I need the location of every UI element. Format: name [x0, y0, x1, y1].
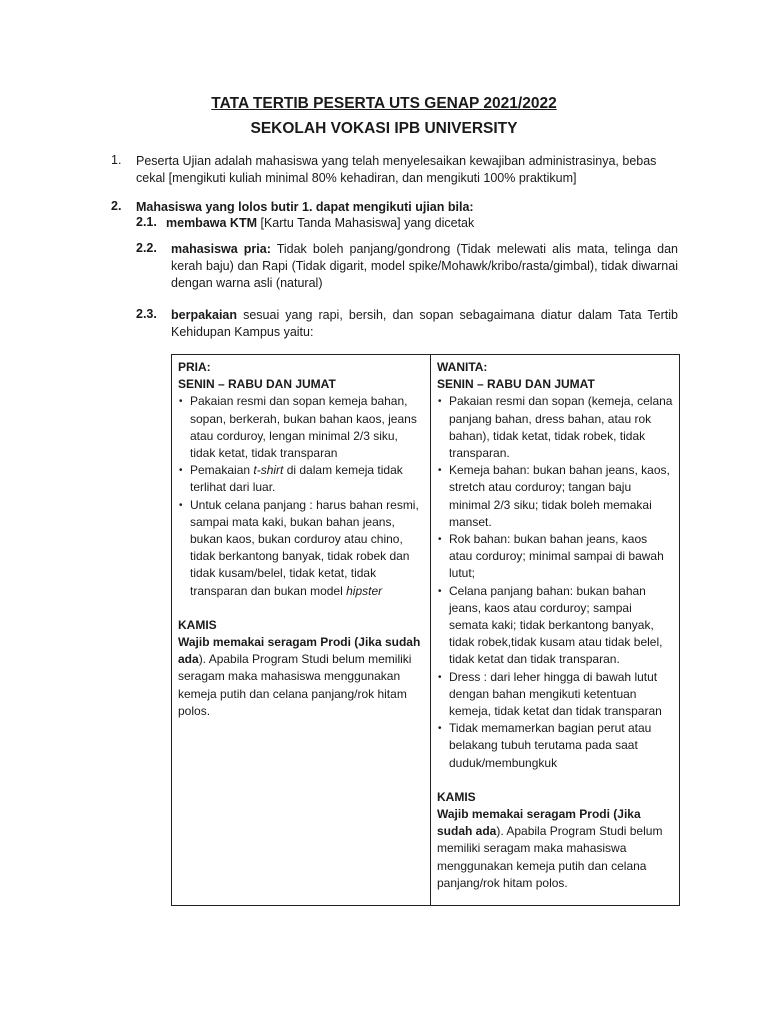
pria-subheader: SENIN – RABU DAN JUMAT [178, 377, 336, 392]
sub-2-2-text [171, 241, 678, 292]
sub-2-3-text [171, 307, 678, 341]
pria-column [172, 355, 431, 906]
dress-code-table [171, 354, 680, 906]
wanita-kamis-text [437, 806, 673, 892]
item-1-text: Peserta Ujian adalah mahasiswa yang telah menyelesaikan kewajiban administrasinya, bebas cekal [mengikuti kuliah minimal 80% kehadiran, dan mengikuti 100% praktikum] [136, 154, 657, 185]
sub-2-2-bold: mahasiswa pria: [171, 242, 271, 256]
pria-kamis-title: KAMIS [178, 617, 217, 632]
pria-header: PRIA: [178, 360, 211, 374]
wanita-kamis-rest: ). Apabila Program Studi belum memiliki seragam maka mahasiswa menggunakan kemeja putih dan celana panjang/rok hitam polos. [437, 824, 663, 890]
item-2-text: Mahasiswa yang lolos butir 1. dapat mengikuti ujian bila: [136, 200, 474, 214]
pria-kamis-rest: ). Apabila Program Studi belum memiliki seragam maka mahasiswa menggunakan kemeja putih dan celana panjang/rok hitam polos. [178, 652, 412, 718]
sub-2-1-bold: membawa KTM [166, 216, 257, 230]
pria-rule-3-em: hipster [346, 583, 383, 598]
pria-rules-list [178, 393, 424, 599]
pria-rule-2-post: di dalam kemeja tidak terlihat dari luar. [190, 463, 403, 495]
sub-2-1-text [166, 215, 682, 232]
wanita-subheader: SENIN – RABU DAN JUMAT [437, 377, 595, 392]
wanita-rule-5: • Dress : dari leher hingga di bawah lutut dengan bahan mengikuti ketentuan kemeja, tidak ketat dan tidak transparan [437, 669, 673, 721]
wanita-rule-3: • Rok bahan: bukan bahan jeans, kaos atau corduroy; minimal sampai di bawah lutut; [437, 531, 673, 583]
sub-2-3-bold: berpakaian [171, 308, 238, 322]
item-1-number: 1. [111, 153, 122, 167]
sub-2-2-rest: Tidak boleh panjang/gondrong (Tidak melewati alis mata, telinga dan kerah baju) dan Rapi (Tidak digarit, model spike/Mohawk/kribo/rasta/gimbal), tidak diwarnai dengan warna asli (natural) [171, 242, 678, 290]
pria-kamis-bold: Wajib memakai seragam Prodi (Jika sudah ada [178, 635, 421, 667]
pria-rule-3 [178, 497, 424, 600]
wanita-rules-list [437, 393, 673, 771]
wanita-rule-4: • Celana panjang bahan: bukan bahan jeans, kaos atau corduroy; sampai semata kaki; tidak berkantong banyak, tidak robek,tidak kusam atau tidak belel, tidak ketat dan tidak transparan. [437, 583, 673, 669]
sub-2-3-number: 2.3. [136, 307, 157, 321]
pria-rule-2-pre: Pemakaian [190, 463, 254, 478]
item-2-number: 2. [111, 199, 122, 213]
pria-rule-2 [178, 462, 424, 496]
document-subtitle: SEKOLAH VOKASI IPB UNIVERSITY [250, 120, 518, 137]
wanita-rule-2: • Kemeja bahan: bukan bahan jeans, kaos, stretch atau corduroy; tangan baju minimal 2/3 siku; tidak boleh memakai manset. [437, 462, 673, 531]
pria-rule-2-em: t-shirt [253, 463, 284, 478]
sub-2-2-number: 2.2. [136, 241, 157, 255]
wanita-kamis-bold: Wajib memakai seragam Prodi (Jika sudah ada [437, 807, 641, 839]
sub-2-1-rest: [Kartu Tanda Mahasiswa] yang dicetak [257, 216, 475, 230]
sub-2-3-rest: sesuai yang rapi, bersih, dan sopan sebagaimana diatur dalam Tata Tertib Kehidupan Kampus yaitu: [171, 308, 678, 339]
wanita-kamis-title: KAMIS [437, 789, 476, 804]
document-title: TATA TERTIB PESERTA UTS GENAP 2021/2022 [211, 95, 557, 112]
pria-rule-3-pre: Untuk celana panjang : harus bahan resmi, sampai mata kaki, bukan bahan jeans, bukan kaos, bukan corduroy atau chino, tidak berkantong banyak, tidak robek dan tidak kusam/belel, tidak ketat, tidak transparan dan bukan model [190, 497, 419, 598]
sub-2-1-number: 2.1. [136, 215, 157, 229]
pria-kamis-text [178, 634, 424, 720]
wanita-rule-6: • Tidak memamerkan bagian perut atau belakang tubuh terutama pada saat duduk/membungkuk [437, 720, 673, 772]
pria-rule-1: • Pakaian resmi dan sopan kemeja bahan, sopan, berkerah, bukan bahan kaos, jeans atau corduroy, lengan minimal 2/3 siku, tidak ketat, tidak transparan [178, 393, 424, 462]
wanita-column [431, 355, 680, 906]
wanita-header: WANITA: [437, 360, 488, 374]
wanita-rule-1: • Pakaian resmi dan sopan (kemeja, celana panjang bahan, dress bahan, atau rok bahan), tidak ketat, tidak robek, tidak transparan. [437, 393, 673, 462]
